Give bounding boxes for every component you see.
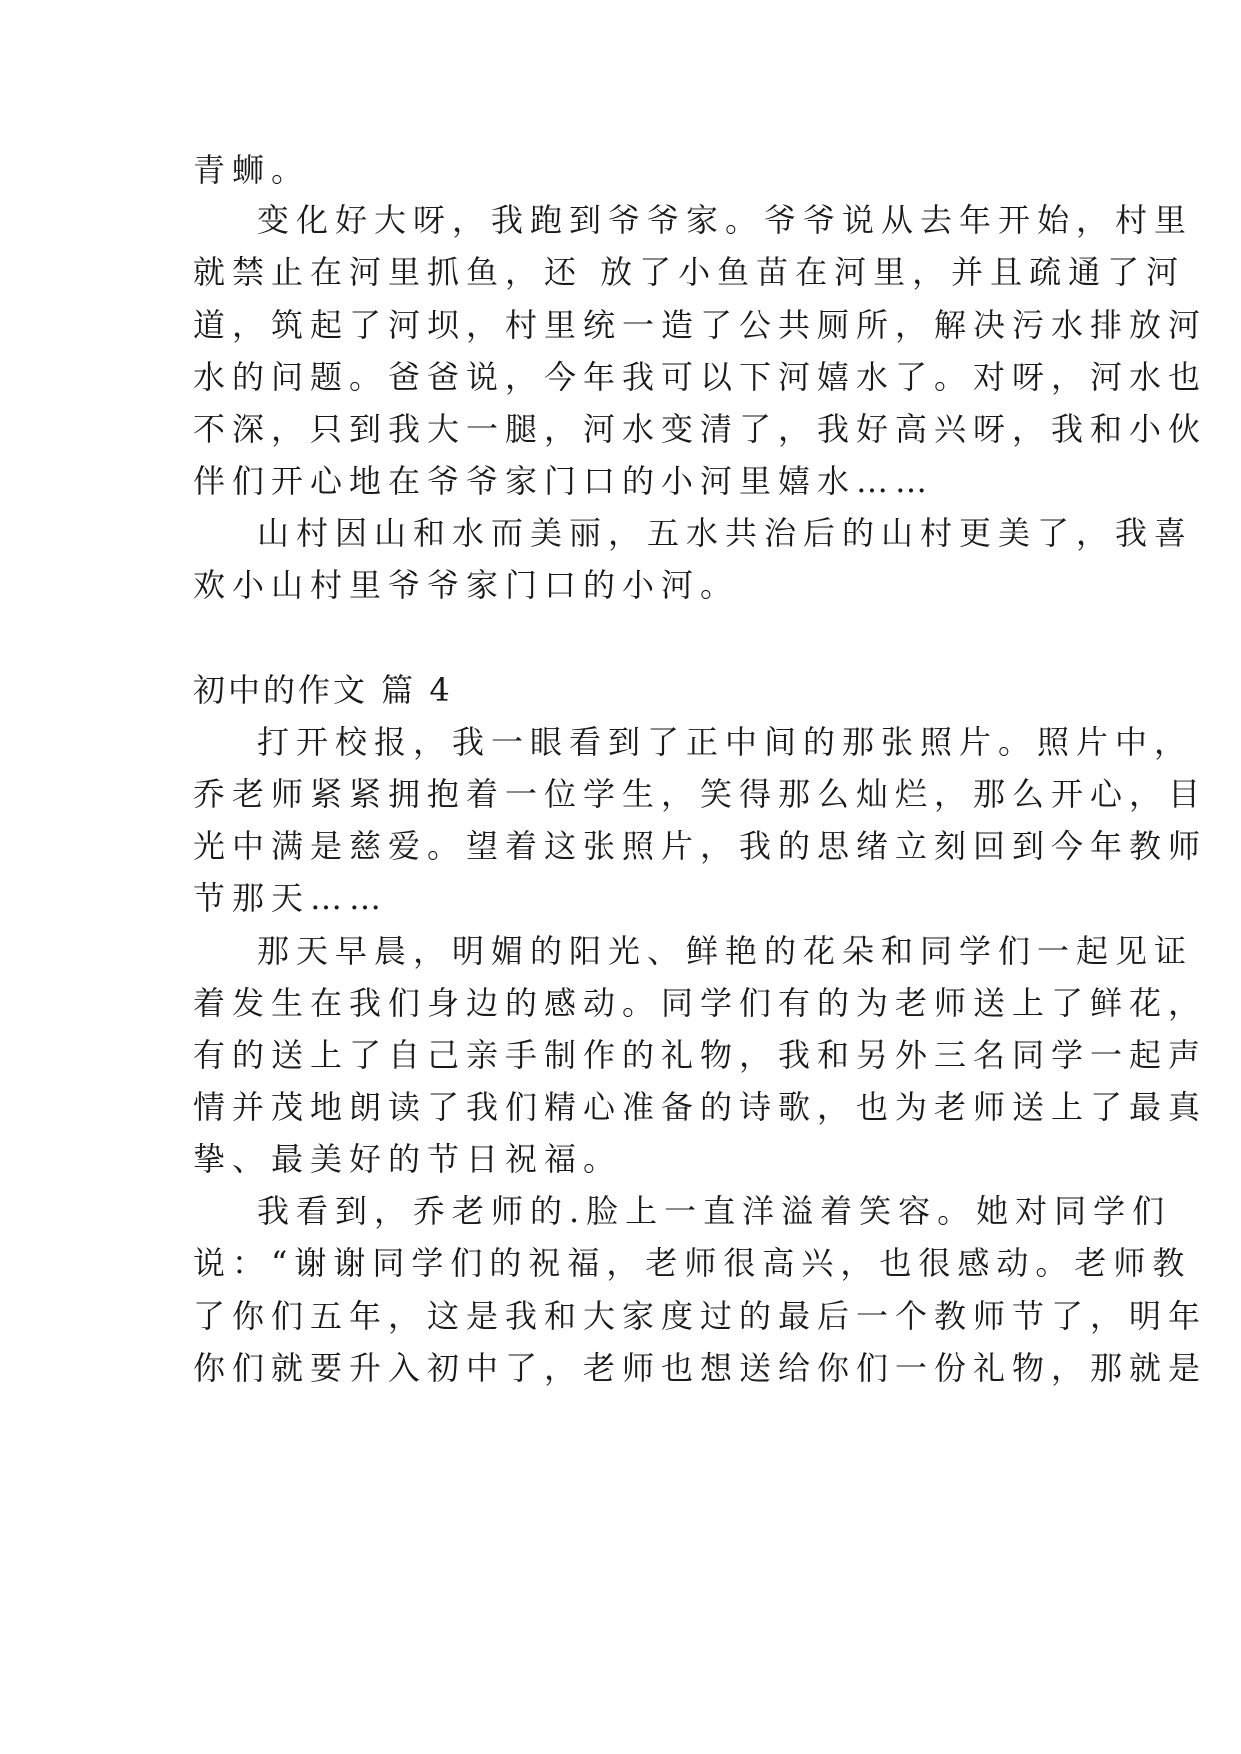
- text-line: 乔老师紧紧拥抱着一位学生，笑得那么灿烂，那么开心，目: [193, 775, 1208, 813]
- text-line: 着发生在我们身边的感动。同学们有的为老师送上了鲜花，: [193, 984, 1208, 1022]
- text-line: 你们就要升入初中了，老师也想送给你们一份礼物，那就是: [193, 1349, 1208, 1387]
- section-heading: 初中的作文 篇 4: [193, 671, 453, 709]
- text-line: 挚、最美好的节日祝福。: [193, 1140, 623, 1178]
- text-line: 道，筑起了河坝，村里统一造了公共厕所，解决污水排放河: [193, 306, 1208, 344]
- text-line: 欢小山村里爷爷家门口的小河。: [193, 566, 740, 604]
- text-line: 说：“谢谢同学们的祝福，老师很高兴，也很感动。老师教: [193, 1244, 1192, 1282]
- paragraph-first-line: 山村因山和水而美丽，五水共治后的山村更美了，我喜: [257, 514, 1194, 552]
- text-line: 有的送上了自己亲手制作的礼物，我和另外三名同学一起声: [193, 1036, 1208, 1074]
- paragraph-first-line: 那天早晨，明媚的阳光、鲜艳的花朵和同学们一起见证: [257, 932, 1194, 970]
- text-line: 水的问题。爸爸说，今年我可以下河嬉水了。对呀，河水也: [193, 358, 1208, 396]
- paragraph-first-line: 打开校报，我一眼看到了正中间的那张照片。照片中，: [257, 723, 1194, 761]
- text-line: 就禁止在河里抓鱼，还 放了小鱼苗在河里，并且疏通了河: [193, 253, 1186, 291]
- text-line: 了你们五年，这是我和大家度过的最后一个教师节了，明年: [193, 1297, 1208, 1335]
- text-line: 情并茂地朗读了我们精心准备的诗歌，也为老师送上了最真: [193, 1088, 1208, 1126]
- paragraph-first-line: 我看到，乔老师的.脸上一直洋溢着笑容。她对同学们: [257, 1192, 1172, 1230]
- text-line: 不深，只到我大一腿，河水变清了，我好高兴呀，我和小伙: [193, 410, 1208, 448]
- text-line: 光中满是慈爱。望着这张照片，我的思绪立刻回到今年教师: [193, 827, 1208, 865]
- paragraph-first-line: 变化好大呀，我跑到爷爷家。爷爷说从去年开始，村里: [257, 201, 1194, 239]
- text-line: 伴们开心地在爷爷家门口的小河里嬉水……: [193, 462, 935, 500]
- text-line: 青蛳。: [193, 151, 311, 189]
- text-line: 节那天……: [193, 879, 389, 917]
